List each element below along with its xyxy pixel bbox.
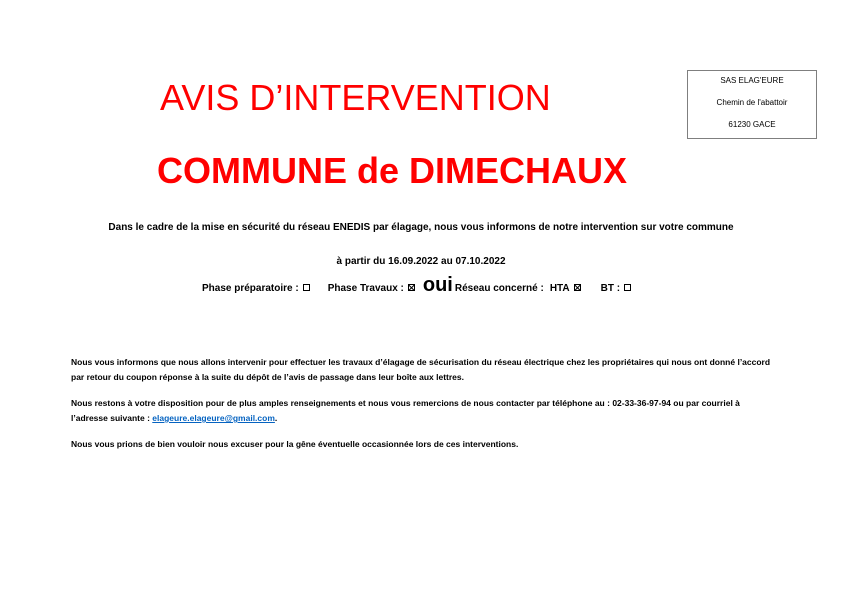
oui-text: oui [422,274,453,296]
bt-checkbox [624,284,631,291]
paragraph-apology: Nous vous prions de bien vouloir nous excuser pour la gêne éventuelle occasionnée lors de ces interventions. [71,439,519,449]
contact-text-middle: ou par courriel à l’adresse suivante : [71,398,740,423]
company-name: SAS ELAG'EURE [720,76,784,85]
contact-text: Nous restons à votre disposition pour de plus amples renseignements et nous vous remercions de nous contacter par téléphone au : [71,398,610,408]
phase-preparatoire-label: Phase préparatoire : [202,283,299,294]
notice-title [160,77,551,119]
intervention-dates: à partir du 16.09.2022 au 07.10.2022 [336,256,506,267]
reseau-label: Réseau concerné : [454,283,544,294]
email-link[interactable]: elageure.elageure@gmail.com [152,413,275,423]
paragraph-contact [71,396,776,426]
hta-checkbox [574,284,581,291]
phase-travaux-label: Phase Travaux : [327,283,404,294]
notice-title-text: AVIS D’INTERVENTION [160,77,551,118]
phase-preparatoire-checkbox [303,284,310,291]
phase-row [202,275,631,299]
bt-label: BT : [600,283,621,294]
hta-label: HTA [549,283,570,294]
contact-text-end: . [274,413,278,423]
paragraph-intervention: Nous vous informons que nous allons intervenir pour effectuer les travaux d’élagage de sécurisation du réseau électrique chez les propriétaires qui nous ont donné l’accord par retour du coupon réponse à la suite du dépôt de l’avis de passage dans leur boîte aux lettres. [71,357,771,382]
commune-title [157,150,627,192]
company-address-box [687,70,817,139]
company-address: Chemin de l'abattoir [716,98,788,107]
phone-number: 02-33-36-97-94 [612,398,671,408]
company-city: 61230 GACE [728,120,776,129]
commune-title-text: COMMUNE de DIMECHAUX [157,150,628,191]
phase-travaux-checkbox [408,284,415,291]
intro-text: Dans le cadre de la mise en sécurité du réseau ENEDIS par élagage, nous vous informons de notre intervention sur votre commune [108,222,734,233]
